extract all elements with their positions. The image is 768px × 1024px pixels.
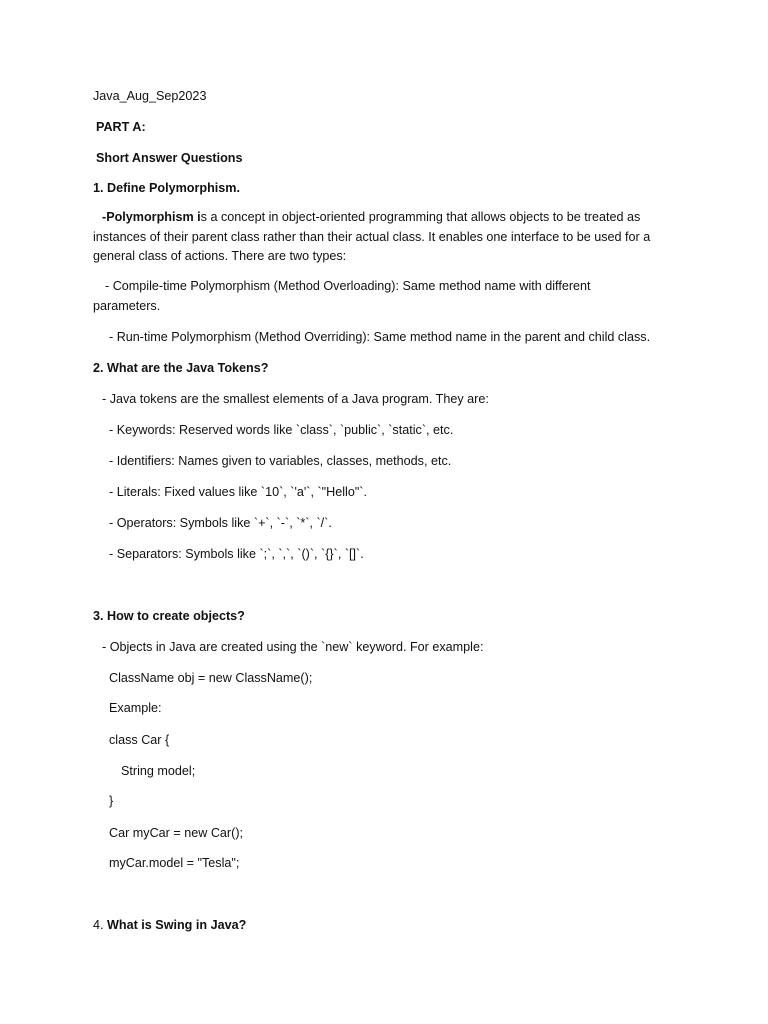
example-label: Example:: [109, 701, 162, 715]
part-heading: PART A:: [96, 120, 146, 134]
section-heading: Short Answer Questions: [96, 151, 243, 165]
tokens-keywords: - Keywords: Reserved words like `class`, `public`, `static`, etc.: [109, 423, 454, 437]
question-4-title: [93, 917, 246, 933]
polymorphism-term-rest: s: [200, 210, 207, 224]
polymorphism-term: -Polymorphism i: [102, 210, 201, 224]
compile-time-polymorphism: - Compile-time Polymorphism (Method Overloading): Same method name with different parameters.: [93, 279, 591, 313]
code-line-close-brace: }: [109, 794, 114, 808]
tokens-literals: - Literals: Fixed values like `10`, `'a'`, `"Hello"`.: [109, 485, 367, 499]
document-filename: Java_Aug_Sep2023: [93, 89, 207, 103]
code-line-new-car: Car myCar = new Car();: [109, 826, 244, 840]
objects-intro: - Objects in Java are created using the `new` keyword. For example:: [102, 640, 484, 654]
code-line-class-car: class Car {: [109, 733, 170, 747]
question-3-title: 3. How to create objects?: [93, 609, 245, 623]
tokens-identifiers: - Identifiers: Names given to variables, classes, methods, etc.: [109, 454, 452, 468]
question-2-title: 2. What are the Java Tokens?: [93, 361, 269, 375]
code-line-assign-model: myCar.model = "Tesla";: [109, 856, 240, 870]
tokens-intro: - Java tokens are the smallest elements of a Java program. They are:: [102, 392, 489, 406]
question-4-number: 4.: [93, 918, 104, 932]
question-4-text: What is Swing in Java?: [107, 918, 247, 932]
code-line-classname: ClassName obj = new ClassName();: [109, 671, 313, 685]
polymorphism-definition: a concept in object-oriented programming that allows objects to be treated as instances of their parent class rather than their actual class. It enables one interface to be used for a general class of actions. There are two types:: [93, 210, 651, 263]
run-time-polymorphism: - Run-time Polymorphism (Method Overriding): Same method name in the parent and child class.: [109, 330, 651, 344]
code-line-field: String model;: [121, 764, 196, 778]
tokens-separators: - Separators: Symbols like `;`, `,`, `()`, `{}`, `[]`.: [109, 547, 364, 561]
tokens-operators: - Operators: Symbols like `+`, `-`, `*`, `/`.: [109, 516, 332, 530]
question-1-title: 1. Define Polymorphism.: [93, 181, 240, 195]
question-1-answer: [93, 208, 678, 267]
